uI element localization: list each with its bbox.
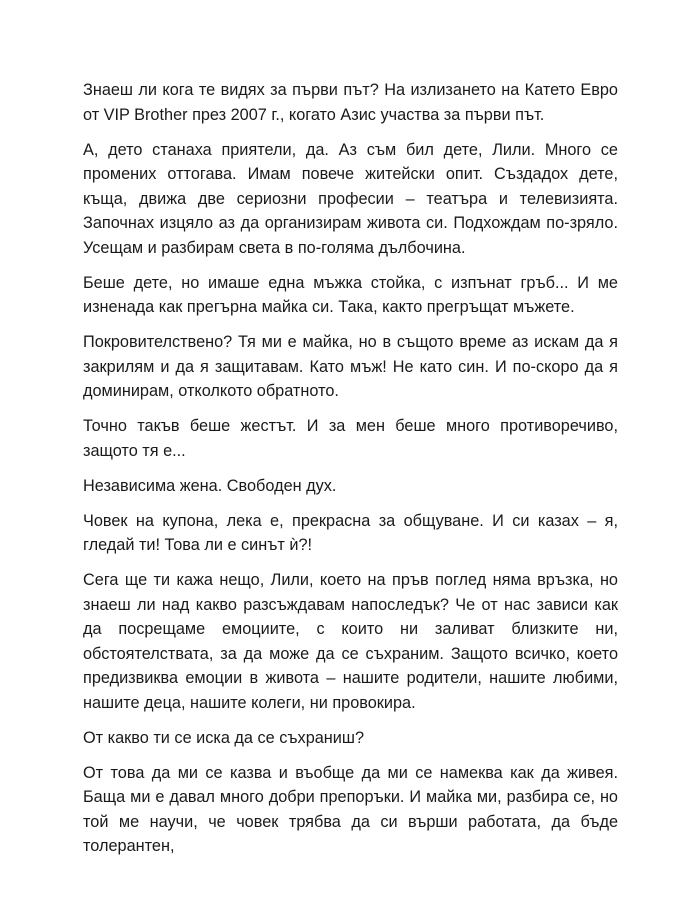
paragraph-3: Беше дете, но имаше една мъжка стойка, с изпънат гръб... И ме изненада как прегърна майка си. Така, както прегръщат мъжете. (83, 273, 618, 316)
paragraph-5: Точно такъв беше жестът. И за мен беше много противоречиво, защото тя е... (83, 417, 618, 460)
paragraph-4: Покровителствено? Тя ми е майка, но в същото време аз искам да я закрилям и да я защитавам. Като мъж! Не като син. И по-скоро да я доминирам, отколкото обратното. (83, 333, 618, 400)
paragraph-2: А, дето станаха приятели, да. Аз съм бил дете, Лили. Много се промених оттогава. Имам повече житейски опит. Създадох дете, къща, движа две сериозни професии – театъра и телевизията. Започнах изцяло аз да организирам живота си. Подхождам по-зряло. Усещам и разбирам света в по-голяма дълбочина. (83, 140, 618, 257)
paragraph-1: Знаеш ли кога те видях за първи път? На излизането на Катето Евро от VIP Brother през 2007 г., когато Азис участва за първи път. (83, 81, 618, 124)
paragraph-8: Сега ще ти кажа нещо, Лили, което на пръв поглед няма връзка, но знаеш ли над какво разсъждавам напоследък? Че от нас зависи как да посрещаме емоциите, с които ни заливат близките ни, обстоятелствата, за да може да се съхраним. Защото всичко, което предизвиква емоции в живота – нашите родители, нашите любими, нашите деца, нашите колеги, ни провокира. (83, 571, 618, 712)
paragraph-10: От това да ми се казва и въобще да ми се намеква как да живея. Баща ми е давал много добри препоръки. И майка ми, разбира се, но той ме научи, че човек трябва да си върши работата, да бъде толерантен, (83, 763, 618, 855)
paragraph-7: Човек на купона, лека е, прекрасна за общуване. И си казах – я, гледай ти! Това ли е синът ѝ?! (83, 511, 618, 554)
paragraph-9: От какво ти се иска да се съхраниш? (83, 728, 365, 747)
paragraph-6: Независима жена. Свободен дух. (83, 476, 337, 495)
document-body (83, 78, 618, 869)
